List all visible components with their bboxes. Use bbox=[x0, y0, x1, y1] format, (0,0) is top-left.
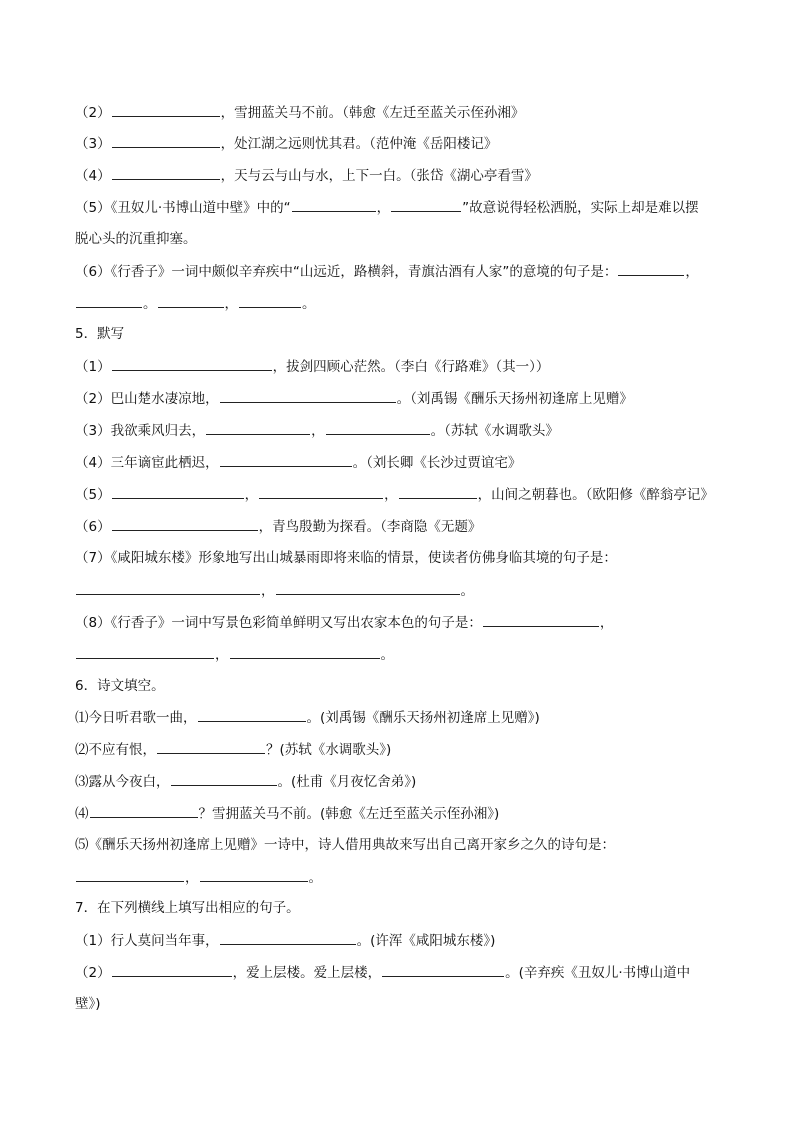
item-text: ，青鸟殷勤为探看。（李商隐《无题》 bbox=[258, 519, 482, 535]
item-number: （1） bbox=[75, 359, 111, 375]
item-number: （2） bbox=[75, 105, 111, 121]
item-text: （2）巴山楚水凄凉地， bbox=[75, 391, 219, 407]
answer-blank[interactable] bbox=[391, 197, 461, 212]
answer-blank[interactable] bbox=[112, 165, 220, 180]
q4-item-4 bbox=[75, 165, 724, 186]
q5-item-1 bbox=[75, 356, 724, 377]
item-number: （6） bbox=[75, 519, 111, 535]
period: 。 bbox=[308, 870, 322, 886]
comma: ， bbox=[599, 615, 614, 631]
answer-blank[interactable] bbox=[76, 644, 214, 659]
answer-blank[interactable] bbox=[76, 293, 142, 308]
period: 。 bbox=[460, 583, 474, 599]
q6-title: 6．诗文填空。 bbox=[75, 678, 165, 694]
q7-title: 7．在下列横线上填写出相应的句子。 bbox=[75, 900, 300, 916]
item-text: ”故意说得轻松洒脱，实际上却是难以摆 bbox=[462, 200, 699, 216]
item-text: ⑵不应有恨， bbox=[75, 742, 156, 758]
answer-blank[interactable] bbox=[483, 612, 599, 627]
comma: ， bbox=[311, 423, 325, 439]
answer-blank[interactable] bbox=[618, 261, 684, 276]
q4-item-6-cont bbox=[75, 293, 724, 314]
q4-item-6 bbox=[75, 261, 724, 282]
period: 。 bbox=[302, 296, 316, 312]
item-text: ？(苏轼《水调歌头》) bbox=[266, 742, 392, 758]
q6-item-2 bbox=[75, 739, 724, 760]
answer-blank[interactable] bbox=[171, 771, 277, 786]
comma: ， bbox=[244, 487, 259, 503]
q5-item-2 bbox=[75, 388, 724, 409]
item-text: ⑶露从今夜白， bbox=[75, 774, 170, 790]
answer-blank[interactable] bbox=[326, 420, 430, 435]
q6-item-3 bbox=[75, 771, 724, 792]
comma: ， bbox=[261, 583, 275, 599]
answer-blank[interactable] bbox=[292, 197, 376, 212]
q4-item-5 bbox=[75, 197, 724, 218]
item-text: 。（苏轼《水调歌头》 bbox=[430, 423, 559, 439]
item-text: （6）《行香子》一词中颇似辛弃疾中“山远近，路横斜，青旗沽酒有人家”的意境的句子是： bbox=[75, 264, 618, 280]
item-number: （4） bbox=[75, 168, 111, 184]
period: 。 bbox=[380, 647, 394, 663]
comma: ， bbox=[376, 200, 391, 216]
q5-item-8 bbox=[75, 612, 724, 633]
item-text: 。(许浑《咸阳城东楼》) bbox=[356, 933, 496, 949]
q5-item-6 bbox=[75, 516, 724, 537]
answer-blank[interactable] bbox=[198, 707, 306, 722]
answer-blank[interactable] bbox=[206, 420, 310, 435]
q5-item-8-cont bbox=[75, 644, 724, 665]
q4-item-3 bbox=[75, 133, 724, 154]
answer-blank[interactable] bbox=[76, 580, 260, 595]
item-text: （3）我欲乘风归去， bbox=[75, 423, 206, 439]
answer-blank[interactable] bbox=[112, 962, 232, 977]
answer-blank[interactable] bbox=[239, 293, 301, 308]
item-text: （7）《咸阳城东楼》形象地写出山城暴雨即将来临的情景，使读者仿佛身临其境的句子是： bbox=[75, 550, 617, 566]
answer-blank[interactable] bbox=[382, 962, 504, 977]
answer-blank[interactable] bbox=[112, 102, 220, 117]
item-text: 。(杜甫《月夜忆舍弟》) bbox=[277, 774, 417, 790]
q4-item-5-cont bbox=[75, 229, 724, 249]
item-text: 。(刘禹锡《酬乐天扬州初逢席上见赠》) bbox=[306, 710, 540, 726]
q5-item-7-cont bbox=[75, 580, 724, 601]
q7-item-2 bbox=[75, 962, 724, 983]
period: 。 bbox=[143, 296, 157, 312]
item-number: ⑷ bbox=[75, 806, 89, 822]
q6-item-5 bbox=[75, 835, 724, 855]
item-text: （4）三年谪宦此栖迟， bbox=[75, 455, 219, 471]
item-text: ⑸《酬乐天扬州初逢席上见赠》一诗中，诗人借用典故来写出自己离开家乡之久的诗句是： bbox=[75, 837, 615, 853]
q5-item-7 bbox=[75, 548, 724, 568]
q6-item-5-cont bbox=[75, 867, 724, 888]
comma: ， bbox=[224, 296, 238, 312]
answer-blank[interactable] bbox=[112, 356, 272, 371]
answer-blank[interactable] bbox=[76, 867, 184, 882]
answer-blank[interactable] bbox=[112, 484, 244, 499]
comma: ， bbox=[685, 264, 699, 280]
answer-blank[interactable] bbox=[220, 452, 352, 467]
comma: ， bbox=[384, 487, 398, 503]
item-text: ，雪拥蓝关马不前。（韩愈《左迁至蓝关示侄孙湘》 bbox=[220, 105, 525, 121]
q5-item-5 bbox=[75, 484, 724, 505]
item-text: 。（刘禹锡《酬乐天扬州初逢席上见赠》 bbox=[396, 391, 633, 407]
q6-item-1 bbox=[75, 707, 724, 728]
item-text: ，拔剑四顾心茫然。（李白《行路难》（其一）） bbox=[272, 359, 550, 375]
answer-blank[interactable] bbox=[230, 644, 380, 659]
q6-item-4 bbox=[75, 803, 724, 824]
item-text: 脱心头的沉重抑塞。 bbox=[75, 231, 197, 247]
q7-item-2-cont bbox=[75, 994, 724, 1014]
answer-blank[interactable] bbox=[259, 484, 383, 499]
item-text: （1）行人莫问当年事， bbox=[75, 933, 219, 949]
answer-blank[interactable] bbox=[112, 133, 220, 148]
q5-item-3 bbox=[75, 420, 724, 441]
answer-blank[interactable] bbox=[399, 484, 477, 499]
q5-title: 5．默写 bbox=[75, 326, 125, 342]
answer-blank[interactable] bbox=[157, 739, 265, 754]
answer-blank[interactable] bbox=[90, 803, 198, 818]
item-text: ？雪拥蓝关马不前。(韩愈《左迁至蓝关示侄孙湘》) bbox=[198, 806, 500, 822]
q4-item-2 bbox=[75, 102, 724, 123]
answer-blank[interactable] bbox=[200, 867, 308, 882]
item-text: 。(辛弃疾《丑奴儿·书博山道中 bbox=[505, 965, 691, 981]
answer-blank[interactable] bbox=[220, 930, 356, 945]
answer-blank[interactable] bbox=[276, 580, 460, 595]
item-text: ⑴今日听君歌一曲， bbox=[75, 710, 197, 726]
item-number: （5） bbox=[75, 487, 111, 503]
item-text: （8）《行香子》一词中写景色彩简单鲜明又写出农家本色的句子是： bbox=[75, 615, 482, 631]
item-number: （2） bbox=[75, 965, 111, 981]
comma: ， bbox=[215, 647, 229, 663]
item-text: ，处江湖之远则忧其君。（范仲淹《岳阳楼记》 bbox=[220, 136, 498, 152]
answer-blank[interactable] bbox=[112, 516, 258, 531]
q7-item-1 bbox=[75, 930, 724, 951]
item-number: （3） bbox=[75, 136, 111, 152]
item-text: （5）《丑奴儿·书博山道中壁》中的“ bbox=[75, 200, 291, 216]
answer-blank[interactable] bbox=[220, 388, 396, 403]
comma: ， bbox=[185, 870, 199, 886]
q5-item-4 bbox=[75, 452, 724, 473]
answer-blank[interactable] bbox=[158, 293, 224, 308]
item-text: 壁》) bbox=[75, 996, 101, 1012]
item-text: 。（刘长卿《长沙过贾谊宅》 bbox=[352, 455, 522, 471]
item-text: ，爱上层楼。爱上层楼， bbox=[232, 965, 382, 981]
item-text: ，天与云与山与水，上下一白。（张岱《湖心亭看雪》 bbox=[220, 168, 538, 184]
item-text: ，山间之朝暮也。（欧阳修《醉翁亭记》 bbox=[477, 487, 714, 503]
